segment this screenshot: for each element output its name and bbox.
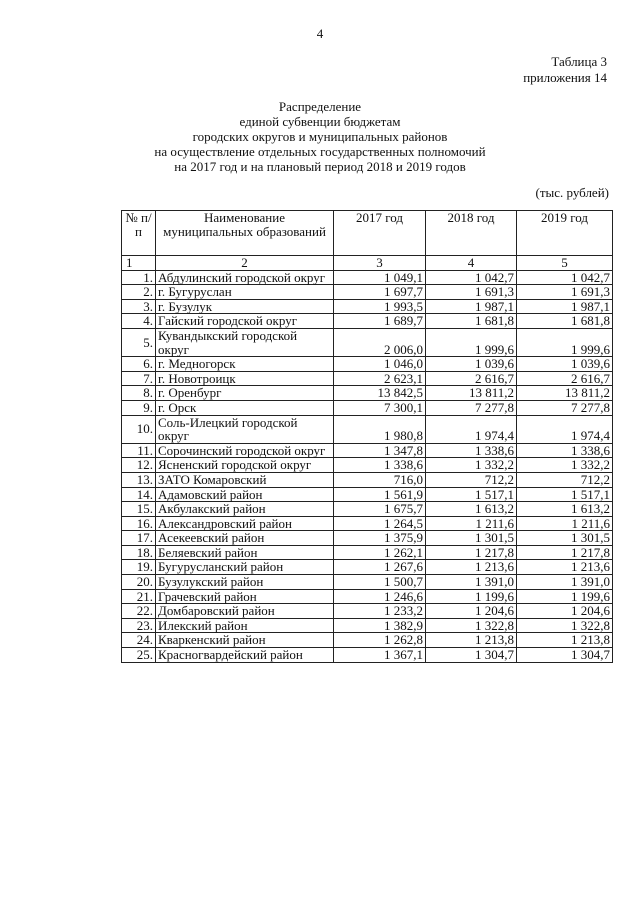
- municipality-name: г. Орск: [156, 400, 334, 415]
- municipality-name: Бузулукский район: [156, 575, 334, 590]
- municipality-name: ЗАТО Комаровский: [156, 472, 334, 487]
- table-row: [122, 487, 613, 502]
- value-2017: 1 262,8: [334, 633, 426, 648]
- table-row: [122, 516, 613, 531]
- table-row: [122, 502, 613, 517]
- value-2019: 1 204,6: [517, 604, 613, 619]
- value-2019: 1 681,8: [517, 314, 613, 329]
- value-2019: 2 616,7: [517, 371, 613, 386]
- row-number: 12.: [122, 458, 156, 473]
- municipality-name: Кваркенский район: [156, 633, 334, 648]
- value-2018: 13 811,2: [426, 386, 517, 401]
- table-row: [122, 314, 613, 329]
- row-number: 5.: [122, 328, 156, 356]
- row-number: 24.: [122, 633, 156, 648]
- value-2017: 7 300,1: [334, 400, 426, 415]
- row-number: 2.: [122, 285, 156, 300]
- value-2017: 1 367,1: [334, 648, 426, 663]
- municipality-name: Домбаровский район: [156, 604, 334, 619]
- header-number: № п/п: [122, 211, 156, 256]
- value-2019: 1 213,8: [517, 633, 613, 648]
- table-body: [122, 270, 613, 662]
- title-line: городских округов и муниципальных районов: [192, 129, 448, 144]
- document-title: [0, 99, 640, 174]
- municipality-name: Адамовский район: [156, 487, 334, 502]
- row-number: 19.: [122, 560, 156, 575]
- column-number: 4: [426, 256, 517, 271]
- row-number: 23.: [122, 618, 156, 633]
- table-row: [122, 328, 613, 356]
- municipality-name: Александровский район: [156, 516, 334, 531]
- row-number: 4.: [122, 314, 156, 329]
- value-2018: 1 974,4: [426, 415, 517, 443]
- value-2017: 1 267,6: [334, 560, 426, 575]
- row-number: 8.: [122, 386, 156, 401]
- table-row: [122, 618, 613, 633]
- municipality-name: г. Медногорск: [156, 357, 334, 372]
- column-number: 1: [122, 256, 156, 271]
- municipality-name: Сорочинский городской округ: [156, 443, 334, 458]
- table-row: [122, 458, 613, 473]
- row-number: 21.: [122, 589, 156, 604]
- column-number: 2: [156, 256, 334, 271]
- title-line: на 2017 год и на плановый период 2018 и 2019 годов: [174, 159, 466, 174]
- row-number: 14.: [122, 487, 156, 502]
- value-2019: 1 974,4: [517, 415, 613, 443]
- value-2017: 1 689,7: [334, 314, 426, 329]
- value-2018: 2 616,7: [426, 371, 517, 386]
- row-number: 10.: [122, 415, 156, 443]
- value-2018: 1 338,6: [426, 443, 517, 458]
- table-row: [122, 633, 613, 648]
- title-line: на осуществление отдельных государственных полномочий: [154, 144, 486, 159]
- municipality-name: Беляевский район: [156, 545, 334, 560]
- caption-appendix: приложения 14: [523, 70, 607, 85]
- value-2017: 2 006,0: [334, 328, 426, 356]
- table-row: [122, 285, 613, 300]
- value-2018: 1 681,8: [426, 314, 517, 329]
- column-number: 3: [334, 256, 426, 271]
- municipality-name: Соль-Илецкий городской округ: [156, 415, 334, 443]
- municipality-name: Акбулакский район: [156, 502, 334, 517]
- value-2019: 7 277,8: [517, 400, 613, 415]
- row-number: 22.: [122, 604, 156, 619]
- value-2017: 1 233,2: [334, 604, 426, 619]
- value-2018: 1 691,3: [426, 285, 517, 300]
- value-2017: 1 262,1: [334, 545, 426, 560]
- value-2017: 1 049,1: [334, 270, 426, 285]
- value-2019: 1 322,8: [517, 618, 613, 633]
- table-row: [122, 415, 613, 443]
- row-number: 3.: [122, 299, 156, 314]
- value-2017: 2 623,1: [334, 371, 426, 386]
- row-number: 25.: [122, 648, 156, 663]
- row-number: 13.: [122, 472, 156, 487]
- value-2018: 1 217,8: [426, 545, 517, 560]
- value-2018: 1 211,6: [426, 516, 517, 531]
- municipality-name: Грачевский район: [156, 589, 334, 604]
- value-2018: 1 042,7: [426, 270, 517, 285]
- value-2018: 712,2: [426, 472, 517, 487]
- value-2017: 1 697,7: [334, 285, 426, 300]
- table-row: [122, 443, 613, 458]
- table-row: [122, 299, 613, 314]
- value-2017: 1 046,0: [334, 357, 426, 372]
- value-2018: 1 391,0: [426, 575, 517, 590]
- value-2017: 1 675,7: [334, 502, 426, 517]
- value-2019: 712,2: [517, 472, 613, 487]
- municipality-name: Илекский район: [156, 618, 334, 633]
- table-header-row: [122, 211, 613, 256]
- value-2017: 716,0: [334, 472, 426, 487]
- title-line: единой субвенции бюджетам: [239, 114, 401, 129]
- table-caption: [523, 54, 607, 86]
- value-2019: 1 211,6: [517, 516, 613, 531]
- value-2018: 1 999,6: [426, 328, 517, 356]
- table-row: [122, 545, 613, 560]
- value-2018: 1 613,2: [426, 502, 517, 517]
- header-2019: 2019 год: [517, 211, 613, 256]
- table-row: [122, 648, 613, 663]
- caption-table-number: Таблица 3: [551, 54, 607, 69]
- value-2018: 1 304,7: [426, 648, 517, 663]
- municipality-name: Кувандыкский городской округ: [156, 328, 334, 356]
- value-2018: 1 204,6: [426, 604, 517, 619]
- value-2018: 1 987,1: [426, 299, 517, 314]
- table-row: [122, 400, 613, 415]
- value-2019: 1 691,3: [517, 285, 613, 300]
- header-municipality: Наименование муниципальных образований: [156, 211, 334, 256]
- column-number-row: [122, 256, 613, 271]
- value-2019: 1 304,7: [517, 648, 613, 663]
- table-row: [122, 560, 613, 575]
- value-2018: 7 277,8: [426, 400, 517, 415]
- row-number: 17.: [122, 531, 156, 546]
- row-number: 11.: [122, 443, 156, 458]
- value-2017: 13 842,5: [334, 386, 426, 401]
- municipality-name: г. Новотроицк: [156, 371, 334, 386]
- value-2018: 1 332,2: [426, 458, 517, 473]
- value-2018: 1 322,8: [426, 618, 517, 633]
- value-2019: 1 042,7: [517, 270, 613, 285]
- column-number: 5: [517, 256, 613, 271]
- value-2019: 1 301,5: [517, 531, 613, 546]
- table-row: [122, 575, 613, 590]
- table-row: [122, 371, 613, 386]
- row-number: 18.: [122, 545, 156, 560]
- municipality-name: Абдулинский городской округ: [156, 270, 334, 285]
- value-2018: 1 517,1: [426, 487, 517, 502]
- value-2019: 1 517,1: [517, 487, 613, 502]
- table-row: [122, 270, 613, 285]
- title-line: Распределение: [278, 99, 362, 114]
- value-2017: 1 375,9: [334, 531, 426, 546]
- municipality-name: Асекеевский район: [156, 531, 334, 546]
- table-row: [122, 386, 613, 401]
- value-2019: 1 987,1: [517, 299, 613, 314]
- budget-table: [121, 210, 613, 663]
- header-2018: 2018 год: [426, 211, 517, 256]
- value-2017: 1 338,6: [334, 458, 426, 473]
- value-2018: 1 039,6: [426, 357, 517, 372]
- value-2017: 1 980,8: [334, 415, 426, 443]
- row-number: 7.: [122, 371, 156, 386]
- municipality-name: Красногвардейский район: [156, 648, 334, 663]
- value-2018: 1 199,6: [426, 589, 517, 604]
- value-2019: 1 213,6: [517, 560, 613, 575]
- value-2019: 1 391,0: [517, 575, 613, 590]
- municipality-name: г. Бузулук: [156, 299, 334, 314]
- table-row: [122, 357, 613, 372]
- value-2019: 1 338,6: [517, 443, 613, 458]
- row-number: 16.: [122, 516, 156, 531]
- units-label: (тыс. рублей): [535, 185, 609, 200]
- page-number: 4: [316, 26, 324, 41]
- value-2017: 1 347,8: [334, 443, 426, 458]
- municipality-name: г. Бугуруслан: [156, 285, 334, 300]
- value-2017: 1 561,9: [334, 487, 426, 502]
- table-row: [122, 589, 613, 604]
- value-2019: 13 811,2: [517, 386, 613, 401]
- table-row: [122, 531, 613, 546]
- row-number: 1.: [122, 270, 156, 285]
- value-2017: 1 264,5: [334, 516, 426, 531]
- value-2019: 1 199,6: [517, 589, 613, 604]
- header-2017: 2017 год: [334, 211, 426, 256]
- value-2017: 1 993,5: [334, 299, 426, 314]
- municipality-name: г. Оренбург: [156, 386, 334, 401]
- value-2019: 1 999,6: [517, 328, 613, 356]
- row-number: 20.: [122, 575, 156, 590]
- table-row: [122, 604, 613, 619]
- municipality-name: Гайский городской округ: [156, 314, 334, 329]
- municipality-name: Ясненский городской округ: [156, 458, 334, 473]
- value-2019: 1 217,8: [517, 545, 613, 560]
- value-2019: 1 332,2: [517, 458, 613, 473]
- value-2018: 1 301,5: [426, 531, 517, 546]
- value-2017: 1 382,9: [334, 618, 426, 633]
- value-2019: 1 613,2: [517, 502, 613, 517]
- value-2017: 1 500,7: [334, 575, 426, 590]
- row-number: 6.: [122, 357, 156, 372]
- value-2017: 1 246,6: [334, 589, 426, 604]
- row-number: 9.: [122, 400, 156, 415]
- value-2018: 1 213,8: [426, 633, 517, 648]
- value-2019: 1 039,6: [517, 357, 613, 372]
- municipality-name: Бугурусланский район: [156, 560, 334, 575]
- value-2018: 1 213,6: [426, 560, 517, 575]
- row-number: 15.: [122, 502, 156, 517]
- table-row: [122, 472, 613, 487]
